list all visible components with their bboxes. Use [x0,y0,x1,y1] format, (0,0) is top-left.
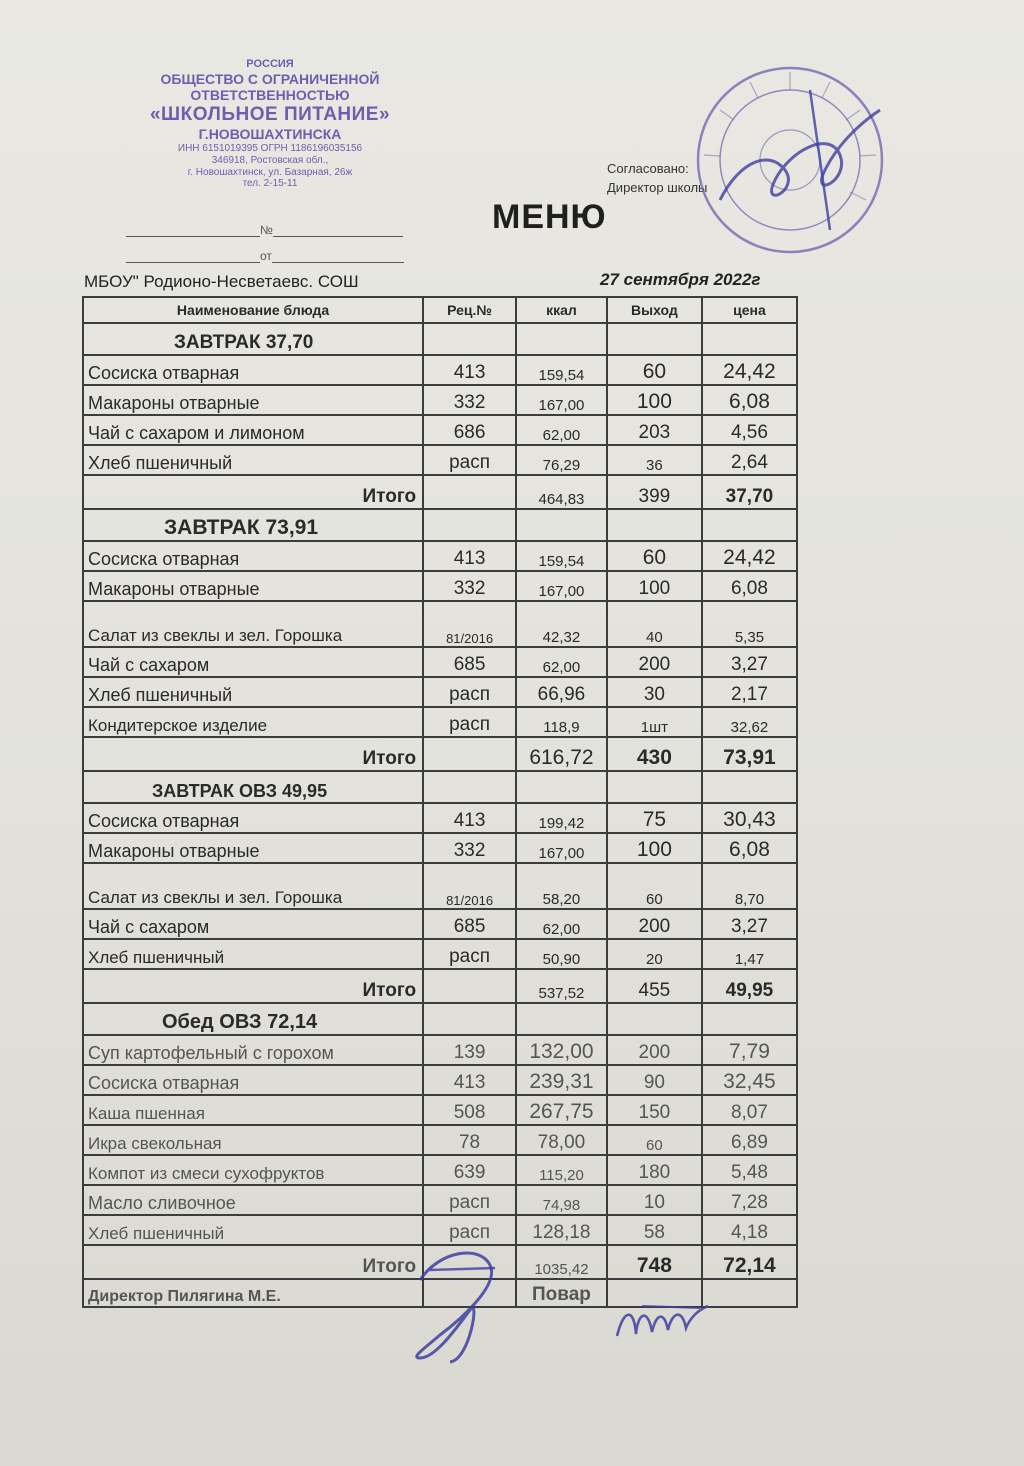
dish-output: 100 [607,571,702,601]
page-title: МЕНЮ [492,198,607,236]
table-row [83,1035,797,1065]
dish-name: Салат из свеклы и зел. Горошка [83,601,423,647]
total-kcal: 616,72 [516,737,607,771]
stamp-city: Г.НОВОШАХТИНСКА [198,126,342,143]
signature-row [83,1279,797,1307]
total-row [83,475,797,509]
dish-price: 32,45 [702,1065,797,1095]
dish-price: 5,35 [702,601,797,647]
dish-output: 200 [607,647,702,677]
dish-recipe: 413 [423,803,516,833]
dish-price: 4,18 [702,1215,797,1245]
total-price: 37,70 [702,475,797,509]
dish-name: Чай с сахаром [83,909,423,939]
dish-price: 30,43 [702,803,797,833]
dish-name: Кондитерское изделие [83,707,423,737]
table-row [83,863,797,909]
dish-price: 24,42 [702,541,797,571]
dish-price: 2,17 [702,677,797,707]
section-row [83,1003,797,1035]
dish-kcal: 199,42 [516,803,607,833]
dish-recipe: 81/2016 [423,601,516,647]
stamp-country: РОССИЯ [246,58,294,70]
stamp-name: «ШКОЛЬНОЕ ПИТАНИЕ» [149,104,391,125]
dish-kcal: 239,31 [516,1065,607,1095]
dish-output: 20 [607,939,702,969]
dish-name: Чай с сахаром [83,647,423,677]
dish-recipe: расп [423,939,516,969]
dish-name: Сосиска отварная [83,541,423,571]
section-title: ЗАВТРАК 73,91 [83,509,423,541]
dish-output: 60 [607,355,702,385]
dish-kcal: 62,00 [516,909,607,939]
table-row [83,939,797,969]
menu-table [82,296,798,1308]
total-price: 72,14 [702,1245,797,1279]
total-row [83,1245,797,1279]
company-stamp [120,58,420,190]
table-row [83,1185,797,1215]
dish-recipe: 685 [423,647,516,677]
dish-recipe: 686 [423,415,516,445]
dish-kcal: 42,32 [516,601,607,647]
total-kcal: 537,52 [516,969,607,1003]
stamp-address2: г. Новошахтинск, ул. Базарная, 26ж [187,166,353,178]
dish-name: Компот из смеси сухофруктов [83,1155,423,1185]
dish-price: 8,07 [702,1095,797,1125]
dish-output: 60 [607,541,702,571]
dish-kcal: 167,00 [516,385,607,415]
dish-name: Макароны отварные [83,571,423,601]
table-row [83,1155,797,1185]
dish-price: 24,42 [702,355,797,385]
dish-output: 10 [607,1185,702,1215]
total-output: 455 [607,969,702,1003]
stamp-from-label: от [260,249,272,263]
table-row [83,707,797,737]
table-header-row [83,297,797,323]
col-output: Выход [607,297,702,323]
dish-kcal: 118,9 [516,707,607,737]
dish-output: 100 [607,385,702,415]
approval-line1: Согласовано: [607,161,689,176]
table-row [83,1215,797,1245]
dish-recipe: расп [423,1185,516,1215]
dish-kcal: 76,29 [516,445,607,475]
table-row [83,833,797,863]
total-row [83,737,797,771]
dish-kcal: 66,96 [516,677,607,707]
stamp-line2: ОТВЕТСТВЕННОСТЬЮ [190,87,350,104]
table-row [83,355,797,385]
cook-label: Повар [516,1279,607,1307]
total-label: Итого [83,475,423,509]
total-row [83,969,797,1003]
section-title: ЗАВТРАК ОВЗ 49,95 [83,771,423,803]
dish-kcal: 58,20 [516,863,607,909]
dish-kcal: 62,00 [516,415,607,445]
table-row [83,1125,797,1155]
dish-output: 60 [607,863,702,909]
dish-kcal: 167,00 [516,833,607,863]
total-price: 49,95 [702,969,797,1003]
dish-output: 30 [607,677,702,707]
dish-price: 6,08 [702,385,797,415]
dish-output: 75 [607,803,702,833]
dish-price: 6,08 [702,833,797,863]
dish-price: 6,08 [702,571,797,601]
dish-output: 200 [607,1035,702,1065]
dish-kcal: 50,90 [516,939,607,969]
dish-recipe: 332 [423,571,516,601]
dish-recipe: 413 [423,1065,516,1095]
table-row [83,445,797,475]
dish-name: Хлеб пшеничный [83,445,423,475]
dish-recipe: 332 [423,385,516,415]
dish-price: 3,27 [702,909,797,939]
dish-recipe: 639 [423,1155,516,1185]
dish-recipe: расп [423,677,516,707]
dish-output: 40 [607,601,702,647]
dish-kcal: 159,54 [516,541,607,571]
stamp-inn: ИНН 6151019395 ОГРН 1186196035156 [177,142,363,154]
dish-kcal: 159,54 [516,355,607,385]
dish-name: Сосиска отварная [83,803,423,833]
dish-recipe: 413 [423,541,516,571]
dish-recipe: расп [423,445,516,475]
dish-output: 36 [607,445,702,475]
dish-price: 3,27 [702,647,797,677]
table-row [83,1065,797,1095]
total-output: 399 [607,475,702,509]
total-label: Итого [83,1245,423,1279]
stamp-address1: 346918, Ростовская обл., [211,154,329,166]
dish-name: Макароны отварные [83,833,423,863]
dish-name: Салат из свеклы и зел. Горошка [83,863,423,909]
dish-name: Чай с сахаром и лимоном [83,415,423,445]
dish-recipe: 78 [423,1125,516,1155]
dish-price: 7,79 [702,1035,797,1065]
dish-output: 150 [607,1095,702,1125]
dish-name: Хлеб пшеничный [83,939,423,969]
table-row [83,803,797,833]
dish-name: Макароны отварные [83,385,423,415]
dish-kcal: 132,00 [516,1035,607,1065]
col-recipe: Рец.№ [423,297,516,323]
total-label: Итого [83,737,423,771]
total-label: Итого [83,969,423,1003]
dish-price: 2,64 [702,445,797,475]
table-row [83,385,797,415]
table-row [83,647,797,677]
dish-price: 32,62 [702,707,797,737]
menu-date: 27 сентября 2022г [600,270,761,289]
dish-output: 200 [607,909,702,939]
section-title: Обед ОВЗ 72,14 [83,1003,423,1035]
dish-output: 1шт [607,707,702,737]
dish-kcal: 62,00 [516,647,607,677]
dish-name: Масло сливочное [83,1185,423,1215]
dish-kcal: 128,18 [516,1215,607,1245]
dish-kcal: 115,20 [516,1155,607,1185]
dish-name: Каша пшенная [83,1095,423,1125]
total-kcal: 1035,42 [516,1245,607,1279]
section-row [83,323,797,355]
round-seal-icon [690,60,890,260]
dish-price: 6,89 [702,1125,797,1155]
table-row [83,415,797,445]
stamp-no-label: № [260,223,273,237]
stamp-fill-lines [126,222,404,274]
stamp-phone: тел. 2-15-11 [242,178,298,190]
dish-output: 180 [607,1155,702,1185]
dish-output: 60 [607,1125,702,1155]
section-row [83,771,797,803]
table-row [83,541,797,571]
table-row [83,1095,797,1125]
dish-output: 58 [607,1215,702,1245]
stamp-line1: ОБЩЕСТВО С ОГРАНИЧЕННОЙ [160,70,380,87]
dish-name: Икра свекольная [83,1125,423,1155]
table-row [83,571,797,601]
total-price: 73,91 [702,737,797,771]
section-title: ЗАВТРАК 37,70 [83,323,423,355]
dish-kcal: 267,75 [516,1095,607,1125]
dish-output: 100 [607,833,702,863]
dish-recipe: 508 [423,1095,516,1125]
table-row [83,601,797,647]
dish-kcal: 78,00 [516,1125,607,1155]
dish-recipe: 81/2016 [423,863,516,909]
dish-recipe: 139 [423,1035,516,1065]
director-label: Директор Пилягина М.Е. [83,1279,423,1307]
dish-name: Суп картофельный с горохом [83,1035,423,1065]
dish-recipe: расп [423,1215,516,1245]
table-row [83,677,797,707]
total-kcal: 464,83 [516,475,607,509]
total-output: 748 [607,1245,702,1279]
dish-price: 8,70 [702,863,797,909]
dish-name: Сосиска отварная [83,355,423,385]
dish-price: 5,48 [702,1155,797,1185]
dish-output: 90 [607,1065,702,1095]
dish-recipe: 332 [423,833,516,863]
dish-recipe: расп [423,707,516,737]
section-row [83,509,797,541]
dish-price: 7,28 [702,1185,797,1215]
dish-output: 203 [607,415,702,445]
school-name: МБОУ" Родионо-Несветаевс. СОШ [84,272,359,291]
dish-name: Хлеб пшеничный [83,677,423,707]
dish-price: 4,56 [702,415,797,445]
dish-recipe: 413 [423,355,516,385]
dish-kcal: 74,98 [516,1185,607,1215]
col-kcal: ккал [516,297,607,323]
col-name: Наименование блюда [83,297,423,323]
dish-price: 1,47 [702,939,797,969]
approval-line2: Директор школы [607,179,708,195]
col-price: цена [702,297,797,323]
dish-name: Хлеб пшеничный [83,1215,423,1245]
dish-name: Сосиска отварная [83,1065,423,1095]
table-row [83,909,797,939]
total-output: 430 [607,737,702,771]
dish-kcal: 167,00 [516,571,607,601]
dish-recipe: 685 [423,909,516,939]
